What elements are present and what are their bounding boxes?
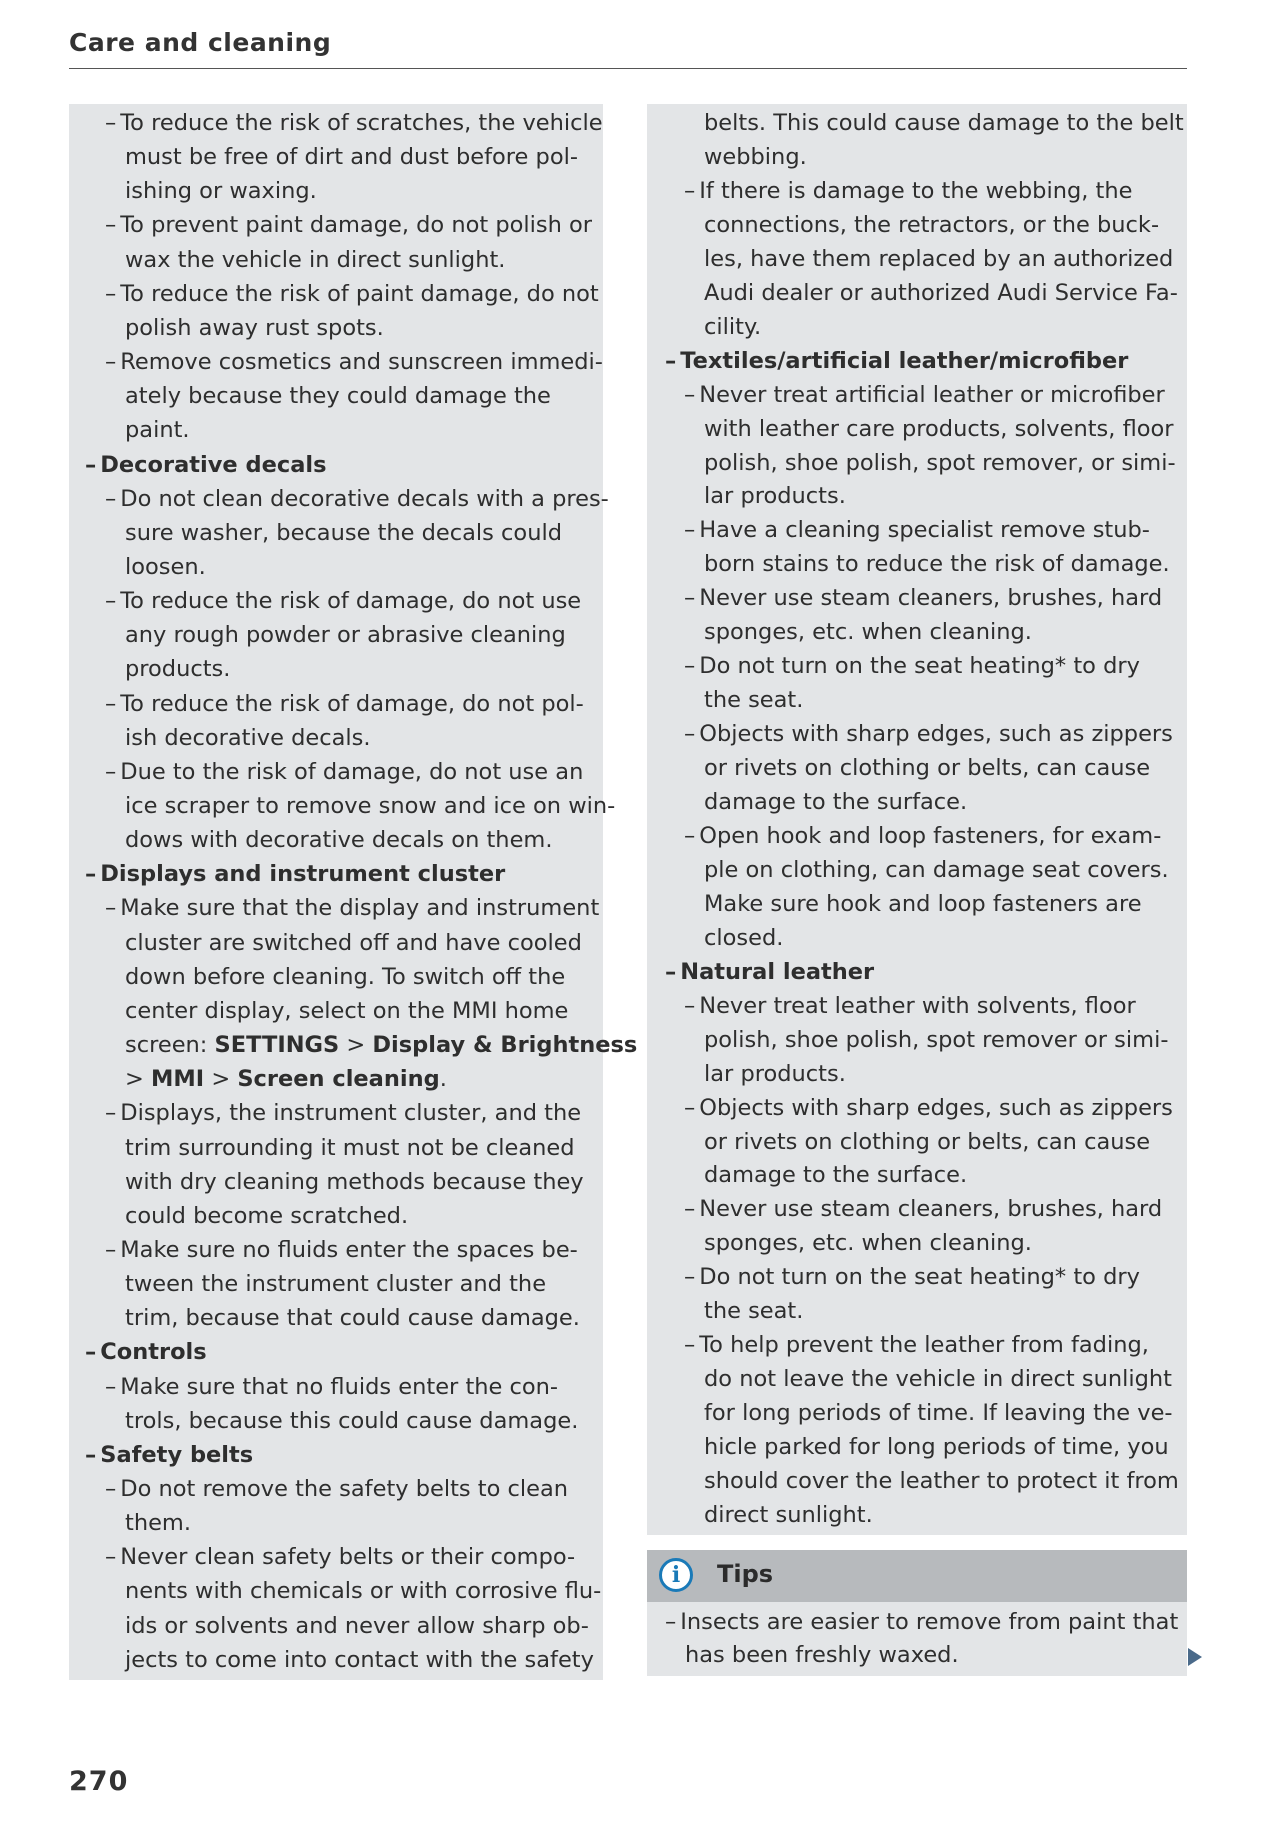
rich-text (125, 1032, 637, 1058)
dash-bullet: – (105, 758, 117, 785)
text-line (105, 584, 581, 618)
line-text: polish, shoe polish, spot remover, or simi- (704, 449, 1176, 476)
text-line (684, 581, 1162, 615)
line-text: Never use steam cleaners, brushes, hard (699, 1196, 1163, 1223)
line-text: trim surrounding it must not be cleaned (125, 1134, 575, 1161)
dash-bullet: – (105, 280, 117, 307)
dash-bullet: – (105, 588, 117, 615)
dash-bullet: – (85, 451, 97, 478)
dash-bullet: – (105, 1476, 117, 1502)
line-text: To help prevent the leather from fading, (699, 1332, 1149, 1359)
line-text: center display, select on the MMI home (125, 997, 569, 1024)
line-text: To reduce the risk of paint damage, do not (120, 280, 599, 307)
text-line (704, 1125, 1150, 1159)
text-line (105, 1540, 575, 1574)
line-text: Make sure no fluids enter the spaces be- (120, 1236, 578, 1263)
text-line (704, 276, 1178, 310)
menu-path-item: MMI (151, 1066, 205, 1093)
line-text: down before cleaning. To switch off the (125, 963, 566, 990)
line-text: les, have them replaced by an authorized (704, 245, 1174, 272)
line-text: Insects are easier to remove from paint that (680, 1609, 1179, 1635)
rich-text (125, 1066, 447, 1092)
text-line (105, 755, 583, 789)
line-text: Objects with sharp edges, such as zippers (699, 721, 1173, 748)
tips-header (647, 1550, 1187, 1602)
text-line (684, 378, 1165, 412)
line-text: ids or solvents and never allow sharp ob- (125, 1612, 589, 1639)
dash-bullet: – (684, 1094, 696, 1121)
text-line (125, 789, 615, 823)
line-text: sure washer, because the decals could (125, 519, 562, 546)
line-text: Make sure that the display and instrument (120, 895, 600, 922)
line-text: Natural leather (680, 958, 875, 985)
dash-bullet: – (684, 721, 696, 748)
text-line (684, 819, 1161, 853)
info-icon: i (659, 1558, 693, 1592)
text-line (125, 1301, 580, 1335)
right-column-panel (647, 104, 1187, 1535)
line-text: loosen. (125, 553, 206, 580)
dash-bullet: – (85, 1441, 97, 1468)
text-line (125, 721, 370, 755)
tip-line (665, 1606, 1178, 1639)
line-text: hicle parked for long periods of time, you (704, 1434, 1169, 1461)
dash-bullet: – (684, 992, 696, 1019)
line-text: cility. (704, 313, 762, 340)
text-line (105, 891, 599, 925)
line-text: damage to the surface. (704, 1162, 968, 1189)
line-text: ishing or waxing. (125, 178, 317, 205)
text-line (125, 1267, 546, 1301)
line-text: dows with decorative decals on them. (125, 827, 553, 854)
dash-bullet: – (105, 1373, 117, 1400)
line-text: Due to the risk of damage, do not use an (120, 758, 584, 785)
line-text: or rivets on clothing or belts, can cause (704, 755, 1151, 782)
line-text: belts. This could cause damage to the belt (704, 110, 1184, 136)
text-line (704, 310, 761, 344)
text-line (125, 1062, 447, 1096)
text-line (105, 345, 603, 379)
line-text: Make sure hook and loop fasteners are (704, 890, 1142, 917)
line-text: Decorative decals (100, 451, 327, 478)
line-text: polish, shoe polish, spot remover or simi- (704, 1026, 1169, 1053)
text-line (125, 960, 565, 994)
line-text: To reduce the risk of damage, do not pol- (120, 690, 584, 717)
line-text: ice scraper to remove snow and ice on win- (125, 793, 616, 819)
text-line (125, 174, 317, 208)
text-line (125, 379, 551, 413)
text-line (125, 243, 505, 277)
left-column-panel (69, 104, 638, 1680)
text-line (105, 1472, 568, 1506)
dash-bullet: – (684, 177, 696, 204)
dash-bullet: – (684, 381, 696, 408)
text-line (125, 1643, 594, 1677)
text-line (704, 887, 1142, 921)
dash-bullet: – (665, 347, 677, 374)
dash-bullet: – (105, 895, 117, 922)
text-line (704, 1023, 1168, 1057)
section-heading (665, 344, 1128, 378)
line-text: webbing. (704, 143, 807, 170)
text-line (704, 479, 846, 513)
line-text: for long periods of time. If leaving the ve- (704, 1400, 1173, 1427)
section-heading (85, 1335, 207, 1369)
line-text: ish decorative decals. (125, 724, 371, 751)
line-text: Never clean safety belts or their compo- (120, 1544, 576, 1571)
text-line (704, 412, 1174, 446)
dash-bullet: – (684, 1264, 696, 1291)
text-line (704, 1362, 1172, 1396)
line-text: Remove cosmetics and sunscreen immedi- (120, 349, 603, 376)
text-line (125, 311, 384, 345)
page-number: 270 (69, 1766, 129, 1797)
tips-box (647, 1550, 1187, 1676)
dash-bullet: – (684, 517, 696, 544)
text-line (125, 1199, 408, 1233)
line-text: Do not remove the safety belts to clean (120, 1476, 569, 1502)
line-text: Objects with sharp edges, such as zippers (699, 1094, 1173, 1121)
line-text: tween the instrument cluster and the (125, 1271, 547, 1298)
line-text: paint. (125, 417, 190, 444)
text-line (704, 1464, 1179, 1498)
text-line (125, 1165, 584, 1199)
line-text: ately because they could damage the (125, 383, 551, 410)
line-text: direct sunlight. (704, 1501, 873, 1528)
dash-bullet: – (684, 1332, 696, 1359)
dash-bullet: – (684, 585, 696, 612)
line-text: lar products. (704, 1060, 846, 1087)
text-line (704, 547, 1170, 581)
line-text: Do not clean decorative decals with a pres- (120, 485, 609, 512)
line-text: sponges, etc. when cleaning. (704, 1230, 1032, 1257)
text-line (105, 1370, 558, 1404)
line-text: them. (125, 1510, 191, 1537)
section-heading (85, 857, 505, 891)
text-line (105, 482, 609, 516)
line-text: Controls (100, 1339, 207, 1366)
line-text: jects to come into contact with the safety (125, 1646, 594, 1673)
dash-bullet: – (684, 1196, 696, 1223)
line-text: Have a cleaning specialist remove stub- (699, 517, 1150, 544)
line-text: Audi dealer or authorized Audi Service Fa- (704, 279, 1178, 306)
text-line (704, 446, 1176, 480)
text-line (704, 1226, 1032, 1260)
text-line (684, 1260, 1140, 1294)
line-text: polish away rust spots. (125, 314, 384, 341)
text-line (684, 717, 1173, 751)
text-line (125, 823, 552, 857)
line-text: To reduce the risk of damage, do not use (120, 588, 582, 615)
dash-bullet: – (105, 1544, 117, 1571)
menu-path-item: Screen cleaning (237, 1066, 440, 1093)
text-line (125, 1609, 589, 1643)
dash-bullet: – (105, 212, 117, 239)
line-text: any rough powder or abrasive cleaning (125, 622, 566, 649)
line-text: could become scratched. (125, 1202, 409, 1229)
text-line (125, 1404, 578, 1438)
line-text: with dry cleaning methods because they (125, 1168, 584, 1195)
text-line (704, 1498, 873, 1532)
line-text: has been freshly waxed. (685, 1642, 959, 1668)
line-text: lar products. (704, 483, 846, 510)
text-line (704, 208, 1159, 242)
triangle-right-icon (1188, 1648, 1202, 1666)
text-line (684, 513, 1150, 547)
text-line (704, 106, 1184, 140)
text-line (105, 106, 603, 140)
line-text: with leather care products, solvents, floor (704, 415, 1174, 442)
dash-bullet: – (105, 110, 117, 136)
text-line (704, 853, 1169, 887)
line-text: ple on clothing, can damage seat covers. (704, 856, 1169, 883)
line-text: Textiles/artificial leather/microfiber (680, 347, 1129, 374)
tips-title: Tips (717, 1560, 774, 1588)
text-line (684, 1328, 1149, 1362)
text-line (125, 652, 230, 686)
line-text: nents with chemicals or with corrosive flu- (125, 1578, 602, 1605)
text-line (684, 1091, 1173, 1125)
text-line (684, 989, 1136, 1023)
text-line (704, 1430, 1169, 1464)
text-line (704, 921, 783, 955)
line-text: do not leave the vehicle in direct sunlight (704, 1366, 1173, 1393)
text-line (704, 751, 1150, 785)
line-text: Safety belts (100, 1441, 254, 1468)
text-line (105, 277, 599, 311)
text-line (704, 615, 1032, 649)
dash-bullet: – (105, 1236, 117, 1263)
line-text: Make sure that no fluids enter the con- (120, 1373, 559, 1400)
dash-bullet: – (105, 1100, 117, 1127)
line-text: Never treat artificial leather or microfiber (699, 381, 1165, 408)
text-line (684, 649, 1140, 683)
dash-bullet: – (684, 653, 696, 680)
text-line (704, 1158, 967, 1192)
menu-path-item: Display & Brightness (372, 1032, 638, 1059)
text-line (125, 140, 578, 174)
text-line (105, 208, 592, 242)
text-line (125, 550, 206, 584)
text-line (125, 994, 568, 1028)
text-line (704, 140, 807, 174)
line-text: connections, the retractors, or the buck- (704, 211, 1160, 238)
line-text: or rivets on clothing or belts, can cause (704, 1128, 1151, 1155)
line-text: should cover the leather to protect it from (704, 1468, 1179, 1494)
dash-bullet: – (105, 690, 117, 717)
text-line (704, 1396, 1173, 1430)
text-segment: > (125, 1066, 152, 1093)
text-line (105, 1233, 578, 1267)
section-heading (665, 955, 874, 989)
text-line (704, 242, 1173, 276)
text-line (105, 1096, 581, 1130)
line-text: trols, because this could cause damage. (125, 1407, 579, 1434)
section-heading (85, 1438, 253, 1472)
text-line (125, 926, 582, 960)
line-text: sponges, etc. when cleaning. (704, 619, 1032, 646)
tip-line (685, 1639, 959, 1672)
section-heading (85, 448, 326, 482)
line-text: cluster are switched off and have cooled (125, 929, 582, 956)
line-text: born stains to reduce the risk of damage. (704, 551, 1170, 578)
text-line (125, 1131, 575, 1165)
line-text: the seat. (704, 1298, 804, 1325)
text-line (704, 785, 967, 819)
dash-bullet: – (105, 349, 117, 376)
text-line (704, 1294, 803, 1328)
dash-bullet: – (105, 485, 117, 512)
text-segment: . (439, 1066, 447, 1093)
text-segment: > (339, 1032, 373, 1059)
line-text: closed. (704, 924, 784, 951)
dash-bullet: – (85, 1339, 97, 1366)
line-text: Displays and instrument cluster (100, 861, 506, 888)
line-text: must be free of dirt and dust before pol- (125, 144, 578, 171)
text-line (125, 516, 562, 550)
line-text: Do not turn on the seat heating* to dry (699, 1264, 1140, 1291)
line-text: Never use steam cleaners, brushes, hard (699, 585, 1163, 612)
dash-bullet: – (665, 1609, 677, 1635)
text-segment: > (204, 1066, 238, 1093)
text-line (125, 618, 566, 652)
text-line (704, 1057, 846, 1091)
line-text: Do not turn on the seat heating* to dry (699, 653, 1140, 680)
line-text: products. (125, 656, 231, 683)
menu-path-item: SETTINGS (214, 1032, 340, 1059)
line-text: Never treat leather with solvents, floor (699, 992, 1136, 1019)
section-title: Care and cleaning (69, 28, 332, 57)
text-line (684, 174, 1132, 208)
line-text: trim, because that could cause damage. (125, 1305, 580, 1332)
text-line (125, 1574, 601, 1608)
text-line (704, 683, 803, 717)
line-text: To prevent paint damage, do not polish or (120, 212, 593, 239)
text-line (684, 1192, 1162, 1226)
dash-bullet: – (85, 861, 97, 888)
dash-bullet: – (684, 822, 696, 849)
text-line (125, 413, 190, 447)
text-segment: screen: (125, 1032, 215, 1059)
line-text: To reduce the risk of scratches, the vehicle (120, 110, 603, 136)
line-text: the seat. (704, 687, 804, 714)
text-line (125, 1028, 637, 1062)
header-divider (69, 68, 1187, 69)
line-text: wax the vehicle in direct sunlight. (125, 246, 506, 273)
line-text: Displays, the instrument cluster, and the (120, 1100, 582, 1127)
text-line (125, 1506, 191, 1540)
text-line (105, 687, 584, 721)
line-text: damage to the surface. (704, 789, 968, 815)
line-text: Open hook and loop fasteners, for exam- (699, 822, 1162, 849)
line-text: If there is damage to the webbing, the (699, 177, 1133, 204)
dash-bullet: – (665, 958, 677, 985)
